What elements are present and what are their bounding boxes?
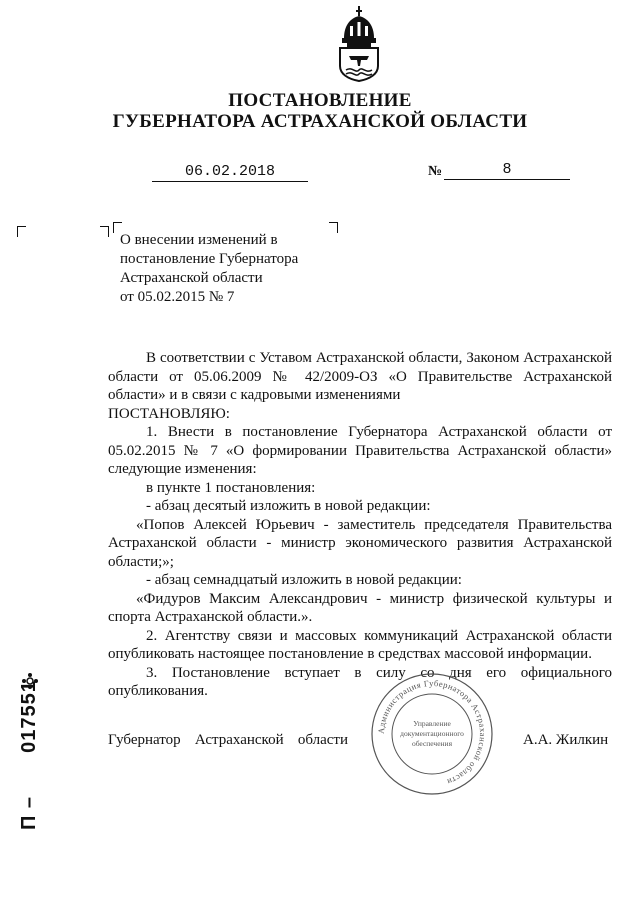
document-number: 8 — [444, 161, 570, 180]
issuer-title: ГУБЕРНАТОРА АСТРАХАНСКОЙ ОБЛАСТИ — [112, 111, 528, 132]
document-body — [108, 349, 612, 701]
preamble: В соответствии с Уставом Астраханской области, Законом Астраханской области от 05.06.2009 № 42/2009-ОЗ «О Правительстве Астраханской области» и в связи с кадровыми изменениями — [108, 350, 612, 403]
item-1-d: - абзац семнадцатый изложить в новой редакции: — [146, 572, 462, 588]
subject-line: от 05.02.2015 № 7 — [120, 289, 235, 305]
document-type-title: ПОСТАНОВЛЕНИЕ — [228, 90, 412, 111]
item-1-b: - абзац десятый изложить в новой редакции: — [146, 498, 431, 514]
stamp-center-line: Управление — [413, 719, 451, 728]
blank-series: П – — [18, 795, 40, 830]
item-2: 2. Агентству связи и массовых коммуникаций Астраханской области опубликовать настоящее постановление в средствах массовой информации. — [108, 627, 612, 662]
corner-mark — [100, 226, 109, 237]
document-subject — [120, 231, 350, 307]
item-1-c: «Попов Алексей Юрьевич - заместитель председателя Правительства Астраханской области - министр экономического развития Астраханской области;»; — [108, 516, 612, 570]
subject-line: Астраханской области — [120, 270, 263, 286]
subject-line: О внесении изменений в — [120, 232, 278, 248]
stamp-center-line: документационного — [400, 729, 464, 738]
signatory-name: А.А. Жилкин — [523, 732, 609, 748]
document-date: 06.02.2018 — [152, 163, 308, 182]
subject-line: постановление Губернатора — [120, 251, 299, 267]
coat-of-arms-icon — [334, 4, 384, 82]
item-1-a: в пункте 1 постановления: — [146, 479, 316, 496]
item-1-e: «Фидуров Максим Александрович - министр физической культуры и спорта Астраханской области.». — [108, 590, 612, 625]
official-stamp — [370, 672, 494, 796]
corner-mark — [17, 226, 26, 237]
signatory-position: Губернатор Астраханской области — [108, 732, 348, 748]
stamp-ring-text: Администрация Губернатора Астраханской области — [375, 677, 489, 788]
blank-serial: 017551 — [18, 680, 40, 753]
decree-word: ПОСТАНОВЛЯЮ: — [108, 405, 230, 422]
blank-serial-number — [18, 680, 41, 830]
item-3: 3. Постановление вступает в силу со дня его официального опубликования. — [108, 664, 612, 699]
item-1: 1. Внести в постановление Губернатора Астраханской области от 05.02.2015 № 7 «О формировании Правительства Астраханской области» следующие изменения: — [108, 424, 612, 477]
number-sign: № — [428, 164, 443, 179]
stamp-center-line: обеспечения — [411, 739, 453, 748]
